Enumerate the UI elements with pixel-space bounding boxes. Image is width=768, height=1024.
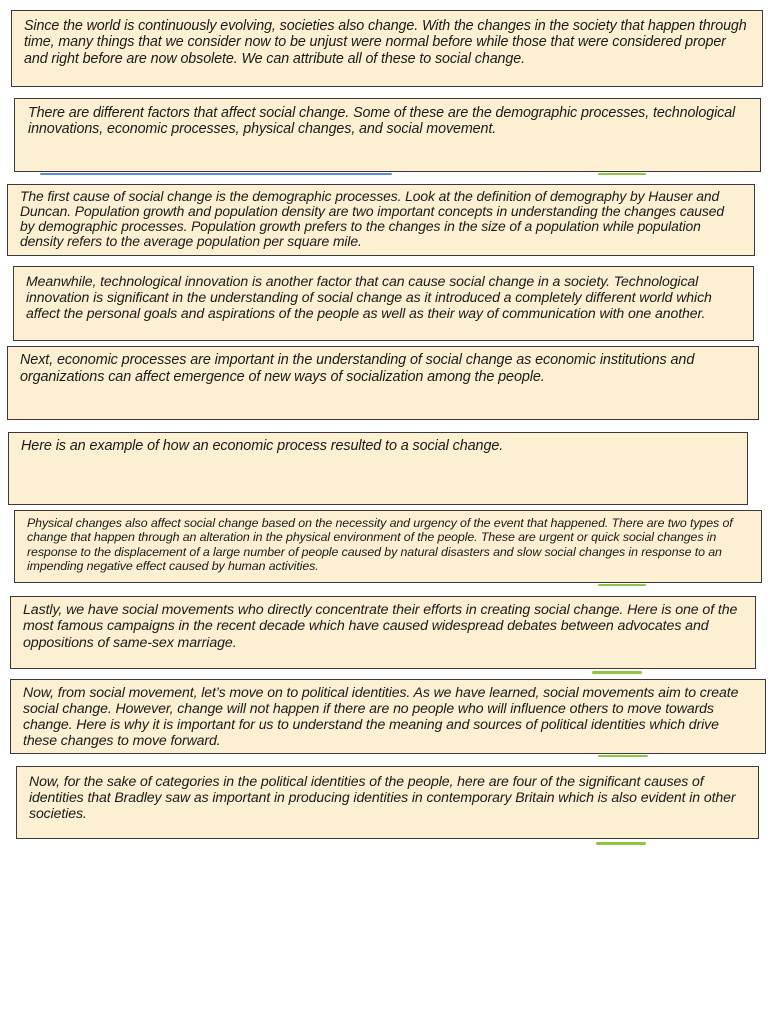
text-box-social-movements (10, 596, 756, 669)
text-box-physical-changes (14, 510, 762, 583)
text-box-social-change-intro (11, 10, 763, 87)
paragraph: Now, from social movement, let’s move on to political identities. As we have learned, social movements aim to create social change. However, change will not happen if there are no people who will influence others to move towards change. Here is why it is important for us to understand the meaning and sources of political identities which drive these changes to move forward. (23, 684, 739, 749)
decorative-underline (596, 842, 646, 845)
paragraph: Next, economic processes are important in the understanding of social change as economic institutions and organizations can affect emergence of new ways of socialization among the people. (20, 352, 695, 385)
text-box-technological-innovation (13, 266, 754, 341)
text-box-factors (14, 98, 761, 172)
text-box-bradley-identities (16, 766, 759, 839)
paragraph: The first cause of social change is the demographic processes. Look at the definition of demography by Hauser and Duncan. Population growth and population density are two important concepts in understanding the changes caused by demographic processes. Population growth prefers to the changes in the size of a population while population density refers to the average population per square mile. (20, 188, 724, 250)
text-box-economic-processes (7, 346, 759, 420)
text-box-economic-example (8, 432, 748, 505)
text-box-political-identities (10, 679, 766, 754)
paragraph: Physical changes also affect social change based on the necessity and urgency of the event that happened. There are two types of change that happen through an alteration in the physical environment of the people. These are urgent or quick social changes in response to the displacement of a large number of people caused by natural disasters and slow social changes in response to an impending negative effect caused by human activities. (27, 516, 733, 574)
paragraph: Now, for the sake of categories in the political identities of the people, here are four of the significant causes of identities that Bradley saw as important in producing identities in contemporary Britain which is also evident in other societies. (29, 773, 736, 822)
paragraph: Here is an example of how an economic process resulted to a social change. (21, 438, 504, 454)
decorative-underline (598, 584, 646, 586)
paragraph: Since the world is continuously evolving, societies also change. With the changes in the society that happen through time, many things that we consider now to be unjust were normal before while those that were considered proper and right before are now obsolete. We can attribute all of these to social change. (24, 18, 747, 67)
decorative-underline (592, 671, 642, 674)
decorative-underline (598, 755, 648, 757)
paragraph: There are different factors that affect social change. Some of these are the demographic processes, technological innovations, economic processes, physical changes, and social movement. (28, 105, 736, 138)
paragraph: Meanwhile, technological innovation is another factor that can cause social change in a society. Technological innovation is significant in the understanding of social change as it introduced a completely different world which affect the personal goals and aspirations of the people as well as their way of communication with one another. (26, 273, 712, 322)
decorative-underline (40, 173, 392, 175)
paragraph: Lastly, we have social movements who directly concentrate their efforts in creating social change. Here is one of the most famous campaigns in the recent decade which have caused widespread debates between advocates and oppositions of same-sex marriage. (23, 602, 738, 651)
decorative-underline (598, 173, 646, 175)
text-box-demographic-processes (7, 184, 755, 256)
